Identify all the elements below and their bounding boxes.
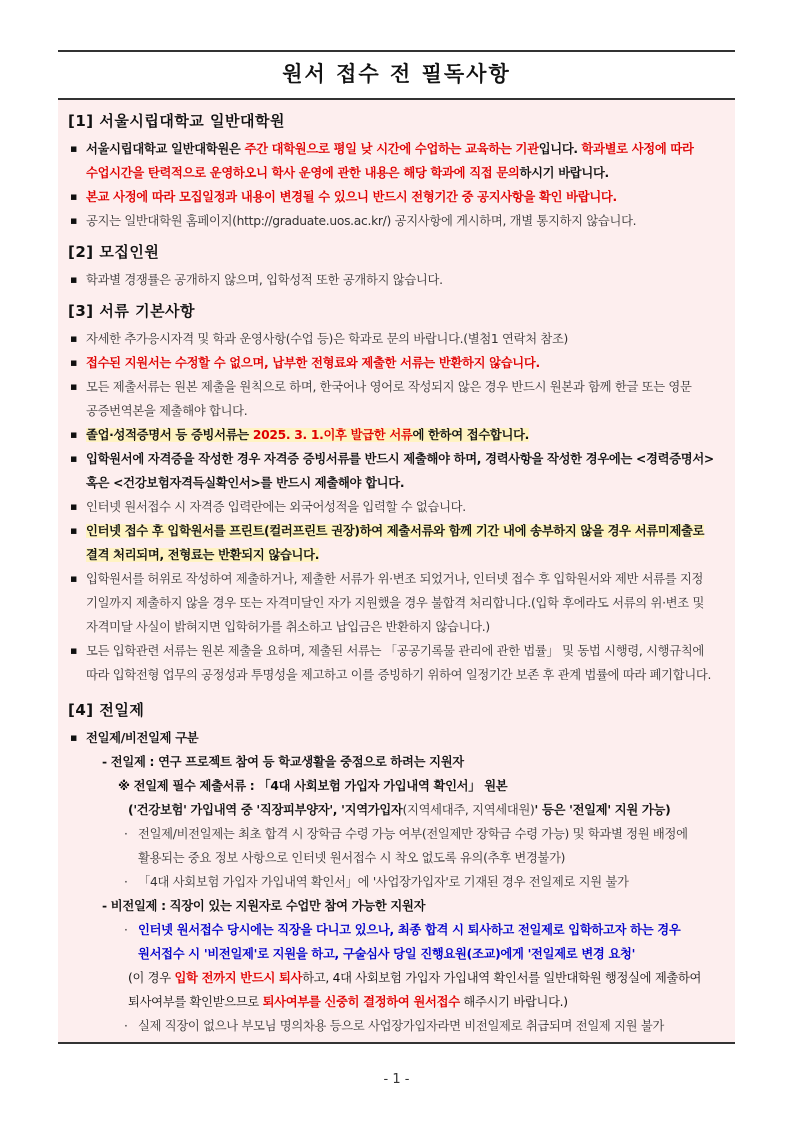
s3-bullet-1: ▪ 자세한 추가응시자격 및 학과 운영사항(수업 등)은 학과로 문의 바랍니다.(별첨1 연락처 참조) <box>66 327 727 351</box>
section-3-heading: [3] 서류 기본사항 <box>68 302 196 320</box>
s4-bullet-1 <box>66 726 727 750</box>
s3-bullet-2 <box>66 351 727 375</box>
s3-bullet-4 <box>66 423 727 447</box>
section-4-heading: [4] 전일제 <box>68 701 145 719</box>
s3-b7: 인터넷 접수 후 입학원서를 프린트(컬러프린트 권장)하여 제출서류와 함께 기간 내에 송부하지 않을 경우 서류미제출로 결격 처리되며, 전형료는 반환되지 않습니다. <box>86 524 705 562</box>
pt-p-d: 퇴사여부를 신중히 결정하여 원서접수 <box>262 995 460 1009</box>
page-title: 원서 접수 전 필독사항 <box>282 62 511 86</box>
s3-b2: 접수된 지원서는 수정할 수 없으며, 납부한 전형료와 제출한 서류는 반환하지 않습니다. <box>86 356 540 370</box>
pt-p-a: (이 경우 <box>128 971 175 985</box>
ft-note-c: ' 등은 '전일제' 지원 가능) <box>534 803 671 817</box>
s3-b4-a: 졸업·성적증명서 등 증빙서류는 <box>86 428 253 442</box>
parttime-def: - 비전일제 : 직장이 있는 지원자로 수업만 참여 가능한 지원자 <box>102 899 426 913</box>
s1-bullet-1 <box>66 137 727 185</box>
pt-p-e: 해주시기 바랍니다.) <box>459 995 568 1009</box>
s3-b4-c: 에 한하여 접수합니다. <box>412 428 530 442</box>
fulltime-def: - 전일제 : 연구 프로젝트 참여 등 학교생활을 중점으로 하려는 지원자 <box>102 755 464 769</box>
s1-b2: 본교 사정에 따라 모집일정과 내용이 변경될 수 있으니 반드시 전형기간 중 공지사항을 확인 바랍니다. <box>86 190 617 204</box>
s3-bullet-6: ▪ 인터넷 원서접수 시 자격증 입력란에는 외국어성적을 입력할 수 없습니다. <box>66 495 727 519</box>
ft-note-b: (지역세대주, 지역세대원) <box>402 803 535 817</box>
pt-p-c: 하고, 4대 사회보험 가입자 가입내역 확인서를 일반대학원 행정실에 제출하여 퇴사여부를 확인받으므로 <box>128 971 702 1009</box>
s3-bullet-5 <box>66 447 727 495</box>
parttime-detail-1 <box>66 918 727 966</box>
fulltime-required-docs: ※ 전일제 필수 제출서류 : 「4대 사회보험 가입자 가입내역 확인서」 원본 <box>118 779 508 793</box>
s3-bullet-9: ▪ 모든 입학관련 서류는 원본 제출을 요하며, 제출된 서류는 「공공기록물 관리에 관한 법률」 및 동법 시행령, 시행규칙에 따라 입학전형 업무의 공정성과 투명성을 제고하고 이를 증빙하기 위하여 일정기간 보존 후 관계 법률에 따라 폐기합니다. <box>66 639 727 687</box>
page-number: - 1 - <box>383 1072 410 1087</box>
s2-bullet-1: ▪ 학과별 경쟁률은 공개하지 않으며, 입학성적 또한 공개하지 않습니다. <box>66 268 727 292</box>
s3-bullet-3: ▪ 모든 제출서류는 원본 제출을 원칙으로 하며, 한국어나 영어로 작성되지 않은 경우 반드시 원본과 함께 한글 또는 영문 공증번역본을 제출해야 합니다. <box>66 375 727 423</box>
fulltime-detail-1: · 전일제/비전일제는 최초 합격 시 장학금 수령 가능 여부(전일제만 장학금 수령 가능) 및 학과별 정원 배정에 활용되는 중요 정보 사항으로 인터넷 원서접수 시 착오 없도록 유의(추후 변경불가) <box>66 822 727 870</box>
s3-bullet-8: ▪ 입학원서를 허위로 작성하여 제출하거나, 제출한 서류가 위·변조 되었거나, 인터넷 접수 후 입학원서와 제반 서류를 지정 기일까지 제출하지 않을 경우 또는 자격미달인 자가 지원했을 경우 불합격 처리합니다.(입학 후에라도 서류의 위·변조 및 자격미달 사실이 밝혀지면 입학허가를 취소하고 납입금은 반환하지 않습니다.) <box>66 567 727 639</box>
parttime-paren <box>66 966 727 1014</box>
s1-b1-c: 입니다. <box>538 142 578 156</box>
s1-bullet-2 <box>66 185 727 209</box>
notice-box <box>58 98 735 1044</box>
fulltime-note <box>66 798 727 822</box>
ft-note-a: ('건강보험' 가입내역 중 '직장피부양자', '지역가입자 <box>128 803 403 817</box>
s3-b4-b: 2025. 3. 1.이후 발급한 서류 <box>252 428 413 442</box>
pt-p-b: 입학 전까지 반드시 퇴사 <box>174 971 303 985</box>
s1-bullet-3: ▪ 공지는 일반대학원 홈페이지(http://graduate.uos.ac.kr/) 공지사항에 게시하며, 개별 통지하지 않습니다. <box>66 209 727 233</box>
s1-b1-b: 주간 대학원으로 평일 낮 시간에 수업하는 교육하는 기관 <box>244 142 539 156</box>
s4-b1: 전일제/비전일제 구분 <box>86 731 199 745</box>
pt-d1: 인터넷 원서접수 당시에는 직장을 다니고 있으나, 최종 합격 시 퇴사하고 전일제로 입학하고자 하는 경우 원서접수 시 '비전일제'로 지원을 하고, 구술심사 당일 진행요원(조교)에게 '전일제로 변경 요청' <box>138 923 681 961</box>
section-2-heading: [2] 모집인원 <box>68 243 160 261</box>
parttime-detail-2: · 실제 직장이 없으나 부모님 명의차용 등으로 사업장가입자라면 비전일제로 취급되며 전일제 지원 불가 <box>66 1014 727 1038</box>
fulltime-detail-2: · 「4대 사회보험 가입자 가입내역 확인서」에 '사업장가입자'로 기재된 경우 전일제로 지원 불가 <box>66 870 727 894</box>
top-rule <box>58 50 735 52</box>
s1-b1-a: 서울시립대학교 일반대학원은 <box>86 142 245 156</box>
s1-b1-d: 학과별로 사정에 따라 수업시간을 탄력적으로 운영하오니 학사 운영에 관한 내용은 해당 학과에 직접 문의 <box>86 142 694 180</box>
section-1-heading: [1] 서울시립대학교 일반대학원 <box>68 112 285 130</box>
s3-bullet-7 <box>66 519 727 567</box>
s1-b1-e: 하시기 바랍니다. <box>519 166 609 180</box>
s3-b5: 입학원서에 자격증을 작성한 경우 자격증 증빙서류를 반드시 제출해야 하며, 경력사항을 작성한 경우에는 <경력증명서> 혹은 <건강보험자격득실확인서>를 반드시 제출해야 합니다. <box>86 452 714 490</box>
